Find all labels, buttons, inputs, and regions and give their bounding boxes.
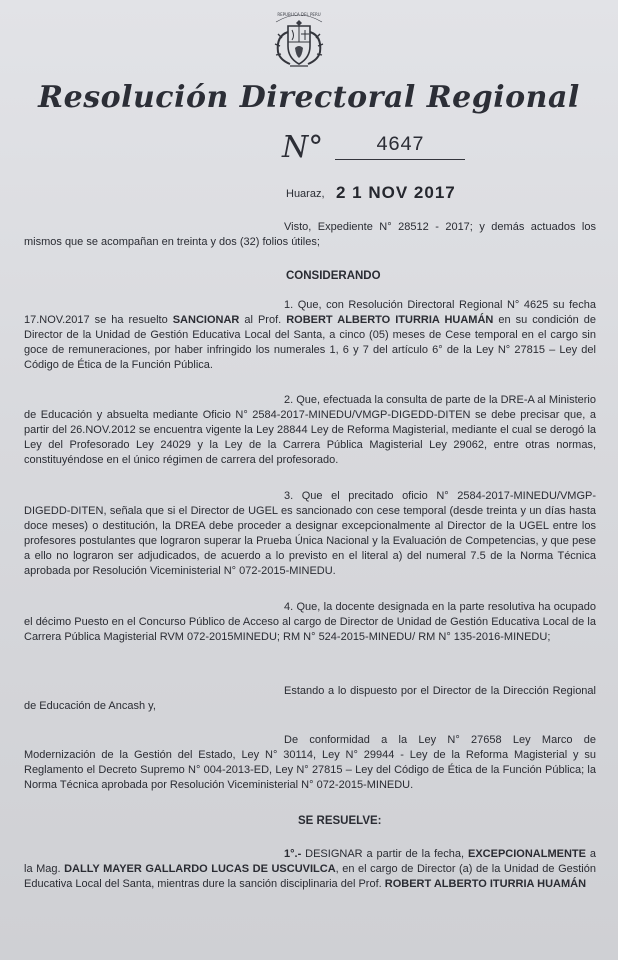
number-label: N° [282,130,324,165]
c1-text-c: al Prof. [239,314,287,326]
r1-excepcionalmente: EXCEPCIONALMENTE [468,848,586,860]
c3-text: 3. Que el precitado oficio N° 2584-2017-MINEDU/VMGP-DIGEDD-DITEN, señala que si el Director de UGEL es sancionado con cese temporal (desde treinta y un días hasta doce meses) o destitución, la DREA debe proceder a designar excepcionalmente al Director de la UGEL entre los profesores postulantes que lograron superar la Prueba Única Nacional y la Evaluación de Competencias, y que pese a ello no lograron ser adjudicados, de acuerdo a lo previsto en el literal a) del numeral 7.5 de la Norma Técnica aprobada por Resolución Viceministerial N° 072-2015-MINEDU. [24,490,596,577]
c1-sancionar: SANCIONAR [172,314,240,326]
considerando-3 [24,489,596,579]
c1-text-e: en su condición de Director de la Unidad de Gestión Educativa Local del Santa, a cinco (05) meses de Cese temporal en el cargo sin goce de remuneraciones, por haber infringido los numerales 1, 6 y 7 del artículo 6° de la Ley N° 27815 – Ley del Código de Ética de la Función Pública. [24,314,597,371]
considerando-1 [24,298,596,373]
c1-text-a: 1. Que, con Resolución Directoral Regional N° 4625 su fecha 17.NOV.2017 se ha resuelto [24,299,596,326]
peru-coat-of-arms-emblem [268,8,330,72]
visto-paragraph [24,220,596,250]
estando-paragraph [24,684,596,714]
c1-sanctioned-name: ROBERT ALBERTO ITURRIA HUAMÁN [286,314,494,326]
place-label: Huaraz, [286,188,325,200]
considerando-4 [24,600,596,645]
crest-lettering: REPUBLICA DEL PERU [277,12,321,17]
r1-text-c: a la Mag. [24,848,596,875]
se-resuelve-heading: SE RESUELVE: [298,815,382,827]
r1-designated-name: DALLY MAYER GALLARDO LUCAS DE USCUVILCA [64,863,336,875]
r1-sanctioned-name: ROBERT ALBERTO ITURRIA HUAMÁN [384,878,587,890]
considerando-2 [24,393,596,468]
document-title: Resolución Directoral Regional [38,80,580,115]
conformidad-text: De conformidad a la Ley N° 27658 Ley Marco de Modernización de la Gestión del Estado, Ley N° 30114, Ley N° 29944 - Ley de la Reforma Magisterial y su Reglamento el Decreto Supremo N° 004-2013-ED, Ley N° 27815 – Ley del Código de Ética de la Función Pública; la Norma Técnica aprobada por Resolución Viceministerial N° 072-2015-MINEDU. [24,734,596,791]
c2-text: 2. Que, efectuada la consulta de parte de la DRE-A al Ministerio de Educación y absuelta mediante Oficio N° 2584-2017-MINEDU/VMGP-DIGEDD-DITEN se debe precisar que, a partir del 26.NOV.2012 se encuentra vigente la Ley 28844 Ley de Reforma Magisterial, mediante el cual se derogó la Ley del Profesorado Ley 24029 y la Ley de la Carrera Pública Magisterial Ley 29062, entre otras normas, constituyéndose en el único régimen de carrera del profesorado. [24,394,596,466]
date-stamp: 2 1 NOV 2017 [336,183,456,202]
r1-text-e: , en el cargo de Director (a) de la Unidad de Gestión Educativa Local del Santa, mientras dure la sanción disciplinaria del Prof. [24,863,596,890]
c4-text: 4. Que, la docente designada en la parte resolutiva ha ocupado el décimo Puesto en el Concurso Público de Acceso al cargo de Director de Unidad de Gestión Educativa Local de la Carrera Pública Magisterial RVM 072-2015MINEDU; RM N° 524-2015-MINEDU/ RM N° 135-2016-MINEDU; [24,601,596,643]
resolutivo-1 [24,847,596,892]
visto-text: Visto, Expediente N° 28512 - 2017; y demás actuados los mismos que se acompañan en treinta y dos (32) folios útiles; [24,221,596,248]
considerando-heading: CONSIDERANDO [286,270,381,282]
estando-text: Estando a lo dispuesto por el Director de la Dirección Regional de Educación de Ancash y, [24,685,596,712]
conformidad-paragraph [24,733,596,793]
r1-text-a: DESIGNAR a partir de la fecha, [301,848,468,860]
r1-number: 1°.- [284,848,302,860]
resolution-number: 4647 [335,134,465,160]
